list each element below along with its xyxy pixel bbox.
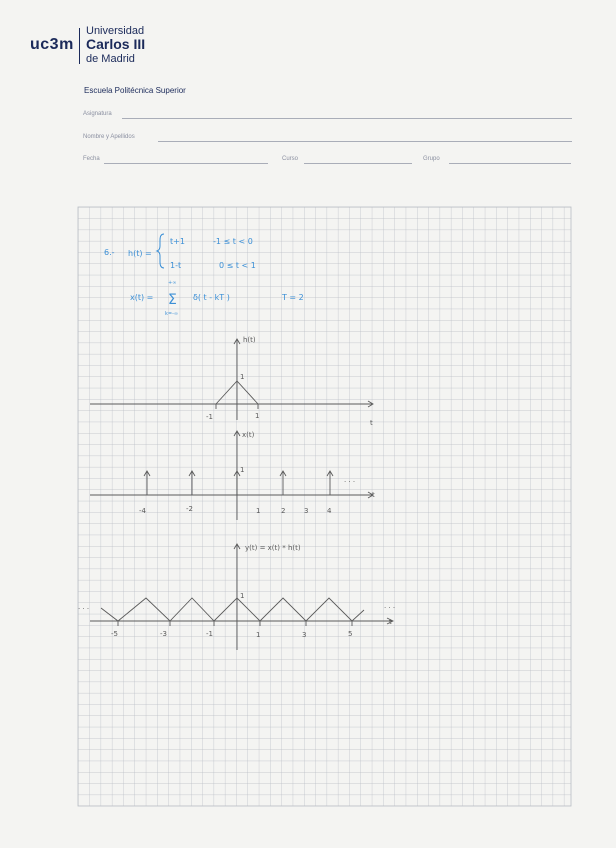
course-label: Curso xyxy=(282,156,299,162)
g1-tick-label-left: -1 xyxy=(206,413,213,421)
g1-xlabel: t xyxy=(370,419,373,427)
g1-ylabel: h(t) xyxy=(243,336,256,344)
logo-short: uc3m xyxy=(30,36,74,53)
sum-bottom: k=-∞ xyxy=(165,311,179,317)
name-label: Nombre y Apellidos xyxy=(83,134,135,140)
g3-dots-left: · · · xyxy=(78,605,90,613)
g2-xlabel: t xyxy=(372,491,375,499)
g3-xlabel: t xyxy=(389,618,392,626)
g2-peak-label: 1 xyxy=(240,466,245,474)
logo-line-1: Universidad xyxy=(86,25,145,37)
g1-peak-label: 1 xyxy=(240,373,245,381)
sum-top: +∞ xyxy=(168,280,177,286)
g3-dots-right: · · · xyxy=(384,604,396,612)
g3-tick-label-3: 3 xyxy=(302,631,307,639)
school-name: Escuela Politécnica Superior xyxy=(84,86,186,95)
group-label: Grupo xyxy=(423,156,440,162)
g3-tick-label-5: 5 xyxy=(348,630,353,638)
h-definition: h(t) = xyxy=(128,249,152,258)
g3-peak-label: 1 xyxy=(240,592,245,600)
logo-line-3: de Madrid xyxy=(86,53,135,65)
h-case1-cond: -1 ≤ t < 0 xyxy=(213,237,253,246)
g2-tick-minus2: -2 xyxy=(186,505,193,513)
problem-number: 6.- xyxy=(104,248,115,257)
date-label: Fecha xyxy=(83,156,100,162)
g3-ylabel: y(t) = x(t) * h(t) xyxy=(245,544,301,552)
g3-tick-label-1: 1 xyxy=(256,631,261,639)
h-case2-cond: 0 ≤ t < 1 xyxy=(219,261,256,270)
g2-dots: · · · xyxy=(344,478,356,486)
subject-label: Asignatura xyxy=(83,111,112,117)
sum-body: δ( t - kT ) xyxy=(193,293,230,302)
g3-tick-label-minus3: -3 xyxy=(160,630,167,638)
g3-tick-label-minus5: -5 xyxy=(111,630,118,638)
h-case2-expr: 1-t xyxy=(170,261,182,270)
g2-tick-4: 4 xyxy=(327,507,332,515)
g2-ylabel: x(t) xyxy=(242,431,255,439)
g2-tick-3: 3 xyxy=(304,507,309,515)
logo-line-2: Carlos III xyxy=(86,36,146,52)
g1-tick-label-right: 1 xyxy=(255,412,260,420)
g3-tick-label-minus1: -1 xyxy=(206,630,213,638)
period: T = 2 xyxy=(282,293,304,302)
h-case1-expr: t+1 xyxy=(170,237,185,246)
x-definition: x(t) = xyxy=(130,293,154,302)
g2-tick-minus4: -4 xyxy=(139,507,146,515)
g2-tick-1: 1 xyxy=(256,507,261,515)
sum-sign: Σ xyxy=(168,292,177,308)
g2-tick-2: 2 xyxy=(281,507,286,515)
